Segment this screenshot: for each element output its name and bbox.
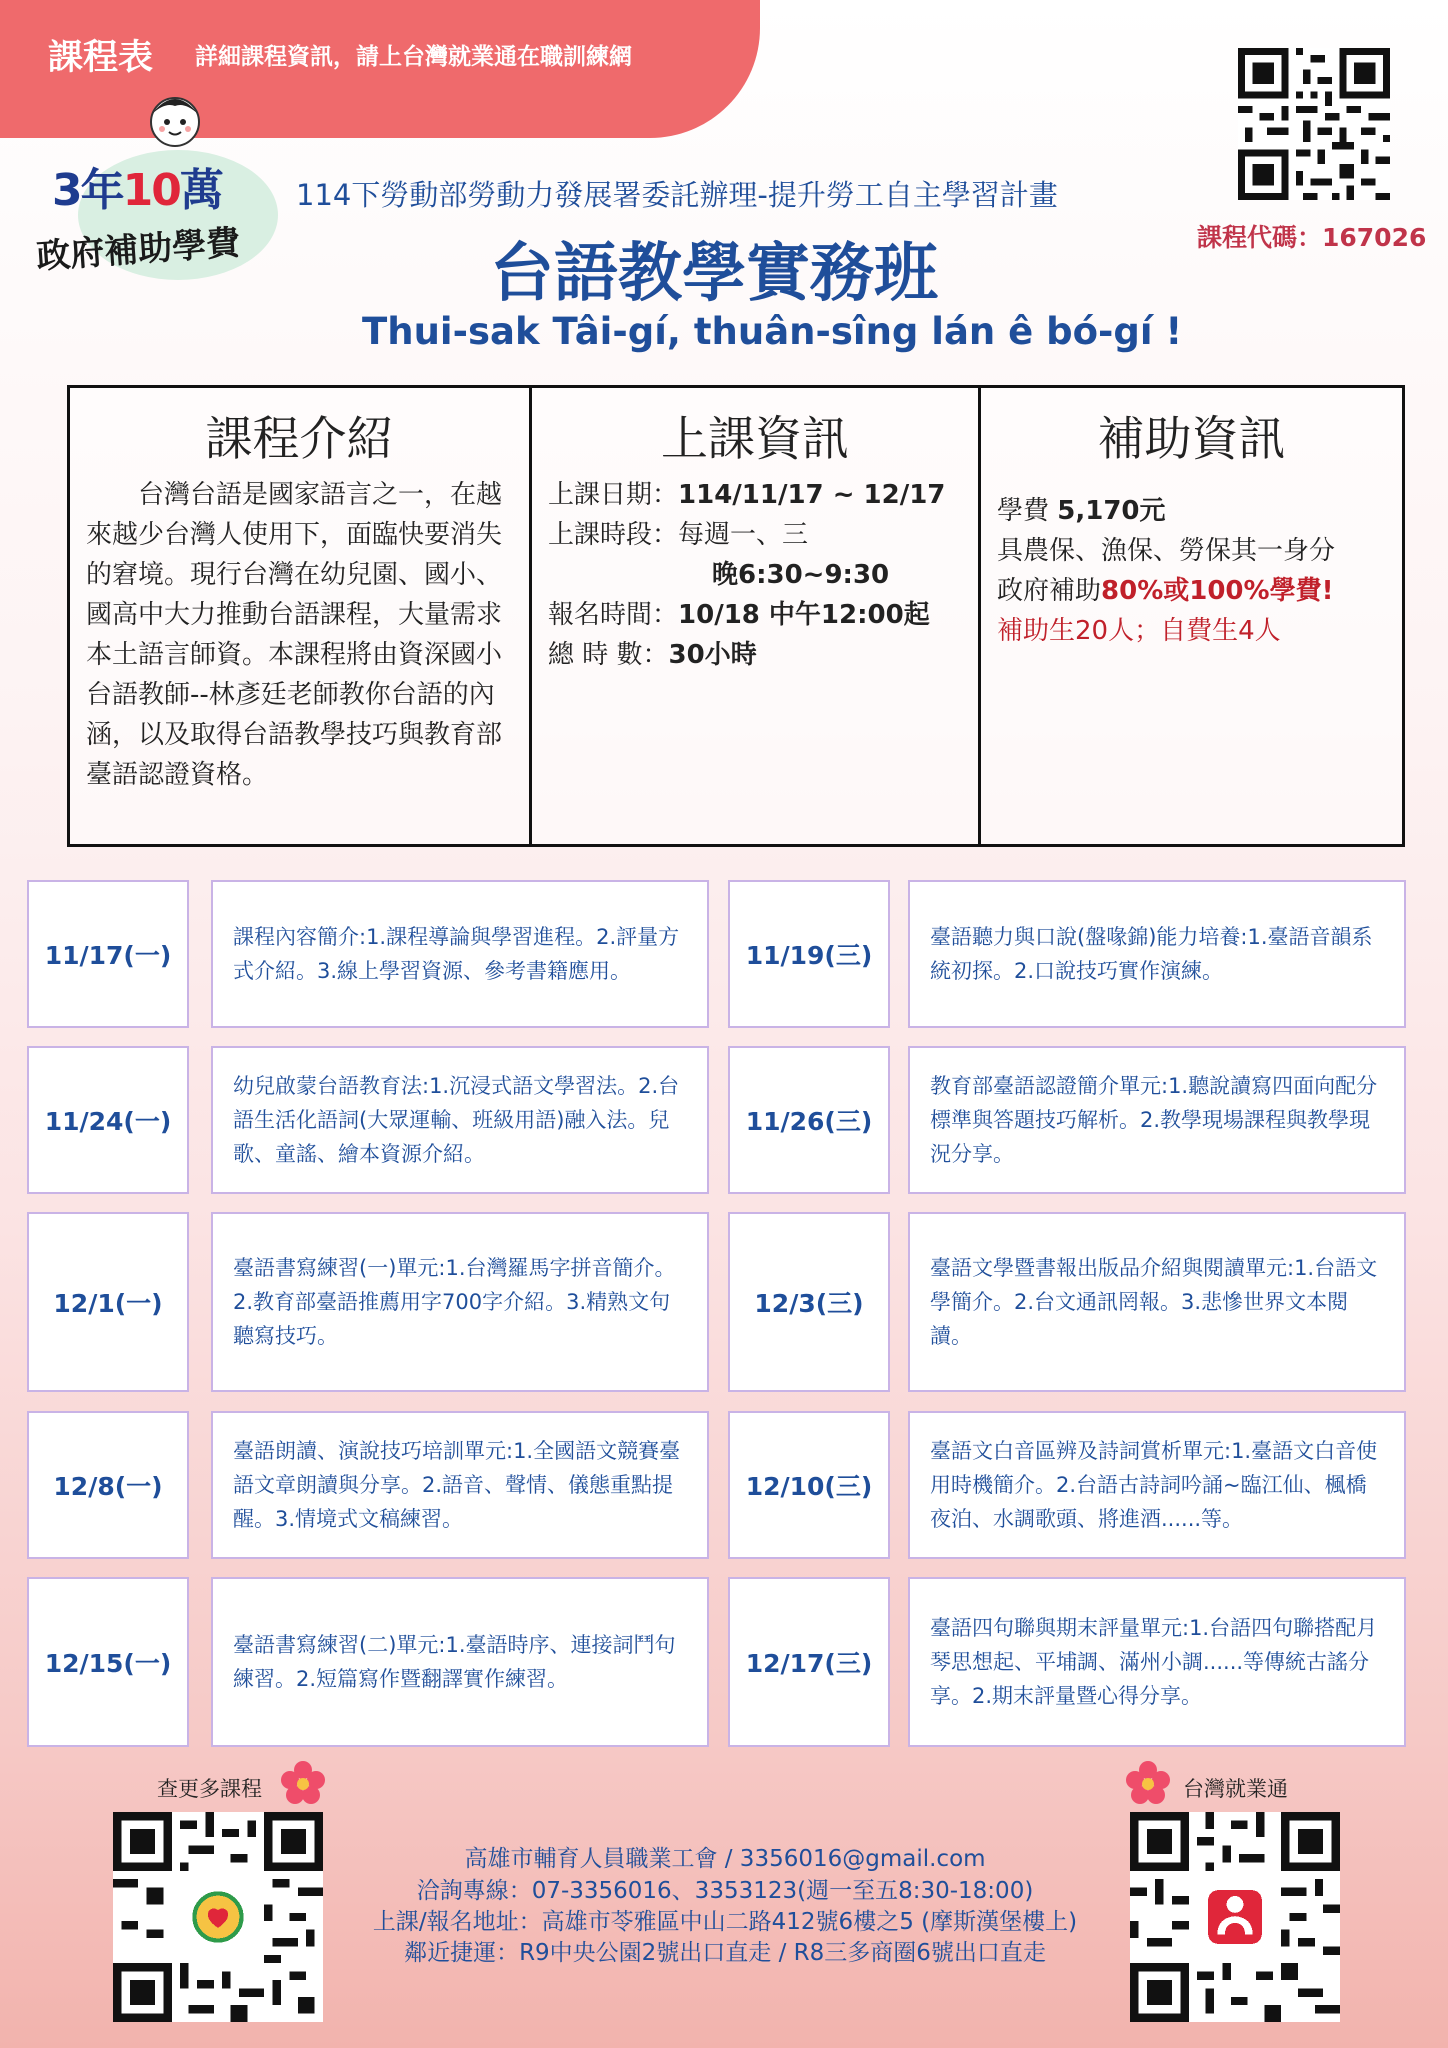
- schedule-description: 臺語朗讀、演說技巧培訓單元:1.全國語文競賽臺語文章朗讀與分享。2.語音、聲情、儀態重點提醒。3.情境式文稿練習。: [211, 1411, 709, 1559]
- schedule-description: 臺語文學暨書報出版品介紹與閱讀單元:1.台語文學簡介。2.台文通訊罔報。3.悲慘世界文本閱讀。: [908, 1212, 1406, 1392]
- class-info-heading: 上課資訊: [661, 412, 849, 467]
- schedule-date: 12/10(三): [728, 1411, 890, 1559]
- course-info-table: [67, 385, 1405, 847]
- schedule-description: 臺語聽力與口說(盤喙錦)能力培養:1.臺語音韻系統初探。2.口說技巧實作演練。: [908, 880, 1406, 1028]
- page-title: 課程表: [48, 38, 154, 78]
- class-time-row: 上課時段：每週一、三: [548, 520, 809, 550]
- qr-code-icon[interactable]: [1238, 48, 1390, 200]
- qr-code-icon[interactable]: [1130, 1812, 1340, 2022]
- schedule-description: 教育部臺語認證簡介單元:1.聽說讀寫四面向配分標準與答題技巧解析。2.教學現場課程與教學現況分享。: [908, 1046, 1406, 1194]
- class-date: 114/11/17 ~ 12/17: [678, 480, 946, 510]
- more-courses-label: 查更多課程: [157, 1777, 262, 1801]
- course-title: 台語教學實務班: [490, 237, 938, 311]
- class-time-evening: 晚6:30~9:30: [712, 560, 890, 590]
- schedule-description: 課程內容簡介:1.課程導論與學習進程。2.評量方式介紹。3.線上學習資源、參考書籍應用。: [211, 880, 709, 1028]
- quota: 補助生20人；自費生4人: [997, 616, 1281, 646]
- schedule-date: 11/26(三): [728, 1046, 890, 1194]
- schedule-description: 臺語四句聯與期末評量單元:1.台語四句聯搭配月琴思想起、平埔調、滿州小調......等傳統古謠分享。2.期末評量暨心得分享。: [908, 1577, 1406, 1747]
- flower-icon: [1125, 1760, 1171, 1806]
- signup-row: 報名時間：10/18 中午12:00起: [548, 600, 930, 630]
- schedule-description: 幼兒啟蒙台語教育法:1.沉浸式語文學習法。2.台語生活化語詞(大眾運輸、班級用語)融入法。兒歌、童謠、繪本資源介紹。: [211, 1046, 709, 1194]
- schedule-description: 臺語文白音區辨及詩詞賞析單元:1.臺語文白音使用時機簡介。2.台語古詩詞吟誦~臨江仙、楓橋夜泊、水調歌頭、將進酒......等。: [908, 1411, 1406, 1559]
- footer-address: 上課/報名地址：高雄市苓雅區中山二路412號6樓之5 (摩斯漢堡樓上): [372, 1909, 1078, 1935]
- schedule-date: 11/17(一): [27, 880, 189, 1028]
- class-time: 每週一、三: [678, 520, 809, 550]
- schedule-date: 12/1(一): [27, 1212, 189, 1392]
- schedule-date: 12/8(一): [27, 1411, 189, 1559]
- subsidy-badge-amount: 3年10萬: [52, 165, 222, 216]
- signup-time: 10/18 中午12:00起: [678, 600, 930, 630]
- class-date-row: 上課日期：114/11/17 ~ 12/17: [548, 480, 946, 510]
- total-hours: 30小時: [668, 640, 757, 670]
- eligibility: 具農保、漁保、勞保其一身分: [997, 536, 1336, 566]
- romanized-slogan: Thui-sak Tâi-gí, thuân-sîng lán ê bó-gí !: [362, 310, 1183, 353]
- intro-heading: 課程介紹: [205, 412, 394, 467]
- schedule-date: 12/15(一): [27, 1577, 189, 1747]
- schedule-date: 12/3(三): [728, 1212, 890, 1392]
- page-subtitle: 詳細課程資訊，請上台灣就業通在職訓練網: [195, 44, 632, 70]
- mascot-icon: [140, 84, 210, 154]
- schedule-date: 12/17(三): [728, 1577, 890, 1747]
- fee-row: 學費 5,170元: [997, 496, 1166, 526]
- fee-value: 5,170元: [1057, 496, 1166, 526]
- taiwan-jobs-label: 台灣就業通: [1183, 1777, 1288, 1801]
- schedule-date: 11/19(三): [728, 880, 890, 1028]
- subsidy-heading: 補助資訊: [1097, 412, 1286, 467]
- qr-code-icon[interactable]: [113, 1812, 323, 2022]
- footer-phone: 洽詢專線：07-3356016、3353123(週一至五8:30-18:00): [416, 1878, 1034, 1904]
- course-code: 課程代碼：167026: [1197, 223, 1427, 252]
- plan-title: 114下勞動部勞動力發展署委託辦理-提升勞工自主學習計畫: [296, 178, 1058, 212]
- subsidy-badge-label: 政府補助學費: [35, 222, 242, 278]
- schedule-description: 臺語書寫練習(二)單元:1.臺語時序、連接詞鬥句練習。2.短篇寫作暨翻譯實作練習。: [211, 1577, 709, 1747]
- class-info-column: [529, 388, 978, 844]
- footer-mrt: 鄰近捷運：R9中央公園2號出口直走 / R8三多商圈6號出口直走: [404, 1940, 1046, 1966]
- footer-organization: 高雄市輔育人員職業工會 / 3356016@gmail.com: [464, 1846, 986, 1872]
- flower-icon: [280, 1760, 326, 1806]
- subsidy-row: 政府補助80%或100%學費!: [997, 576, 1334, 606]
- intro-column: [70, 388, 529, 844]
- intro-text: 台灣台語是國家語言之一，在越來越少台灣人使用下，面臨快要消失的窘境。現行台灣在幼兒園、國小、國高中大力推動台語課程，大量需求本土語言師資。本課程將由資深國小台語教師--林彥廷老師教你台語的內涵，以及取得台語教學技巧與教育部臺語認證資格。: [86, 480, 503, 790]
- hours-row: 總 時 數：30小時: [548, 640, 757, 670]
- schedule-date: 11/24(一): [27, 1046, 189, 1194]
- schedule-description: 臺語書寫練習(一)單元:1.台灣羅馬字拼音簡介。2.教育部臺語推薦用字700字介紹。3.精熟文句聽寫技巧。: [211, 1212, 709, 1392]
- subsidy-column: [978, 388, 1402, 844]
- subsidy-rate: 80%或100%學費!: [1101, 576, 1334, 606]
